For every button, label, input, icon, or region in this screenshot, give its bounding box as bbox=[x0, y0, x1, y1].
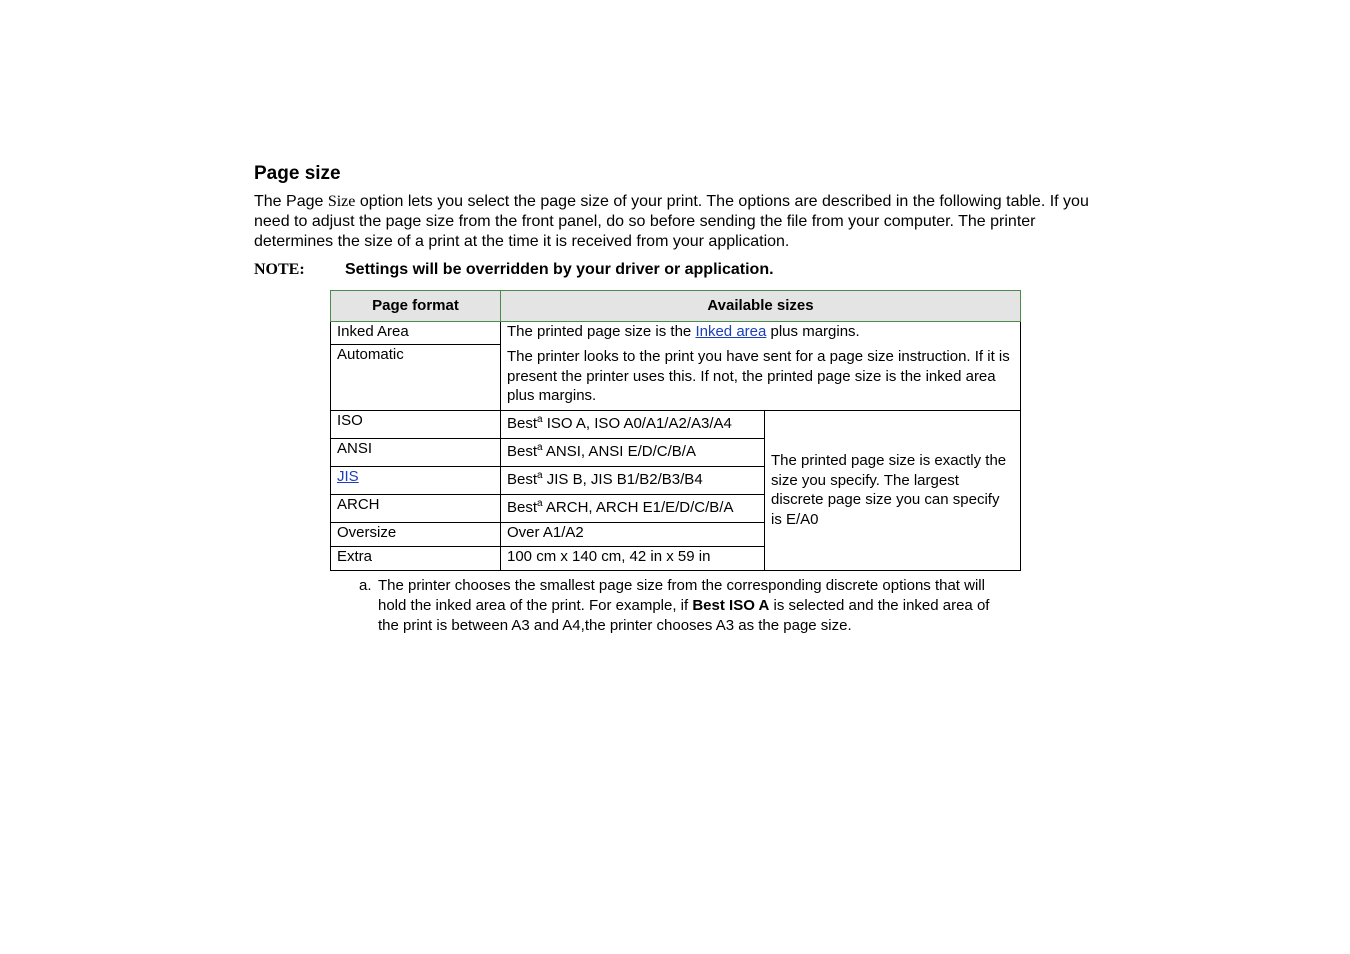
sizes-text: ARCH, ARCH E1/E/D/C/B/A bbox=[542, 499, 734, 517]
format-oversize: Oversize bbox=[331, 522, 501, 546]
inked-area-link[interactable]: Inked area bbox=[695, 323, 767, 340]
best-label: Best bbox=[507, 471, 538, 489]
sizes-arch bbox=[501, 494, 765, 522]
jis-link[interactable]: JIS bbox=[337, 467, 359, 485]
footnote-text bbox=[378, 576, 999, 636]
format-automatic: Automatic bbox=[331, 345, 501, 410]
exact-size-note: The printed page size is exactly the size you specify. The largest discrete page size you can specify is E/A0 bbox=[765, 410, 1021, 570]
footnote-mark: a bbox=[537, 414, 543, 426]
best-label: Best bbox=[507, 415, 538, 433]
sizes-ansi bbox=[501, 438, 765, 466]
sizes-text: JIS B, JIS B1/B2/B3/B4 bbox=[542, 471, 703, 489]
document-page bbox=[254, 162, 1104, 634]
format-iso: ISO bbox=[331, 410, 501, 438]
footnote-text-end: is selected and the inked area of the print is between A3 and A4,the printer chooses A3 as the page size. bbox=[378, 597, 990, 634]
header-page-format: Page format bbox=[331, 291, 501, 322]
footnote bbox=[359, 576, 999, 636]
table-row bbox=[331, 410, 1021, 438]
best-label: Best bbox=[507, 499, 538, 517]
format-inked-area: Inked Area bbox=[331, 322, 501, 345]
format-jis bbox=[331, 466, 501, 494]
best-label: Best bbox=[507, 443, 538, 461]
sizes-oversize: Over A1/A2 bbox=[501, 522, 765, 546]
intro-paragraph bbox=[254, 192, 1094, 252]
sizes-extra: 100 cm x 140 cm, 42 in x 59 in bbox=[501, 546, 765, 570]
footnote-mark: a bbox=[537, 498, 543, 510]
inked-area-text-end: plus margins. bbox=[766, 323, 860, 340]
page-title: Page size bbox=[254, 163, 341, 184]
table-row bbox=[331, 322, 1021, 345]
sizes-text: ISO A, ISO A0/A1/A2/A3/A4 bbox=[542, 415, 732, 433]
intro-option-word: Size bbox=[327, 193, 356, 210]
footnote-text-start: The printer chooses the smallest page size from the corresponding discrete options that will hold the inked area of the print. For example, if bbox=[378, 577, 985, 614]
sizes-automatic: The printer looks to the print you have sent for a page size instruction. If it is present the printer uses this. If not, the printed page size is the inked area plus margins. bbox=[507, 348, 1010, 404]
note-label: NOTE: bbox=[254, 261, 305, 278]
footnote-bold: Best ISO A bbox=[692, 597, 770, 614]
format-arch: ARCH bbox=[331, 494, 501, 522]
note bbox=[254, 260, 1104, 280]
intro-text-end: option lets you select the page size of your print. The options are described in the following table. If you need to adjust the page size from the front panel, do so before sending the file from your computer. The printer determines the size of a print at the time it is received from your application. bbox=[254, 193, 1089, 250]
format-ansi: ANSI bbox=[331, 438, 501, 466]
inked-area-text-start: The printed page size is the bbox=[507, 323, 696, 340]
footnote-mark: a bbox=[537, 470, 543, 482]
page-size-table bbox=[330, 290, 1021, 571]
footnote-mark: a bbox=[537, 442, 543, 454]
table-header-row bbox=[331, 291, 1021, 322]
intro-text-start: The Page bbox=[254, 193, 328, 210]
sizes-text: ANSI, ANSI E/D/C/B/A bbox=[542, 443, 696, 461]
sizes-iso bbox=[501, 410, 765, 438]
format-extra: Extra bbox=[331, 546, 501, 570]
footnote-label: a. bbox=[359, 577, 372, 594]
note-text: Settings will be overridden by your driver or application. bbox=[345, 261, 774, 278]
sizes-jis bbox=[501, 466, 765, 494]
header-available-sizes: Available sizes bbox=[501, 291, 1021, 322]
sizes-inked-and-automatic bbox=[501, 322, 1021, 411]
sizes-inked-area bbox=[501, 322, 1020, 344]
